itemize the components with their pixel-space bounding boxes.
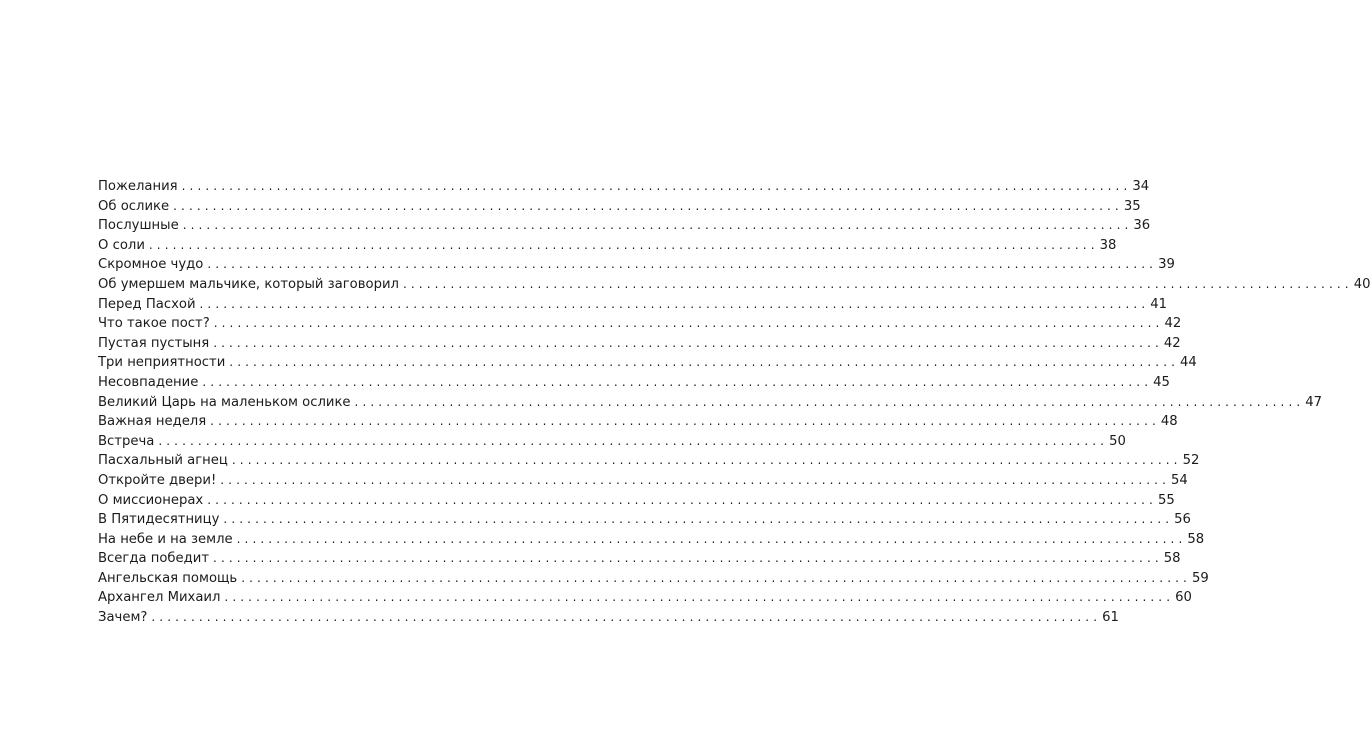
toc-entry-title: О соли xyxy=(98,237,145,253)
toc-entry-page: 47 xyxy=(1305,394,1323,410)
toc-entry-title: Встреча xyxy=(98,433,155,449)
toc-entry-page: 58 xyxy=(1163,551,1181,567)
dot-leader: ........................................................................................................................ xyxy=(202,374,1153,389)
toc-entry-title: Пожелания xyxy=(98,179,178,194)
dot-leader: ........................................................................................................................ xyxy=(231,453,1182,468)
toc-entry-page: 38 xyxy=(1099,237,1117,253)
dot-leader: ........................................................................................................................ xyxy=(199,296,1150,311)
toc-entry[interactable] xyxy=(98,373,1170,393)
toc-entry[interactable] xyxy=(98,549,1181,569)
toc-entry[interactable] xyxy=(98,236,1117,256)
toc-entry-title: На небе и на земле xyxy=(98,531,233,547)
dot-leader: ........................................................................................................................ xyxy=(181,179,1132,193)
toc-entry-title: Архангел Михаил xyxy=(98,590,221,606)
toc-entry[interactable] xyxy=(98,275,1370,295)
toc-entry-title: Несовпадение xyxy=(98,374,199,390)
toc-entry-page: 39 xyxy=(1158,257,1175,273)
toc-entry-title: Пасхальный агнец xyxy=(98,453,228,469)
toc-entry[interactable] xyxy=(98,491,1175,511)
toc-entry-title: Ангельская помощь xyxy=(98,570,238,586)
toc-entry-page: 48 xyxy=(1160,414,1178,430)
toc-entry[interactable] xyxy=(98,334,1181,354)
toc-entry-page: 35 xyxy=(1123,198,1141,214)
toc-entry-page: 36 xyxy=(1133,218,1151,234)
toc-entry[interactable] xyxy=(98,216,1151,236)
toc-entry[interactable] xyxy=(98,608,1119,628)
toc-entry-title: Три неприятности xyxy=(98,355,226,371)
toc-entry[interactable] xyxy=(98,432,1126,452)
dot-leader: ........................................................................................................................ xyxy=(207,492,1157,507)
toc-entry[interactable] xyxy=(98,451,1200,471)
toc-entry-page: 41 xyxy=(1150,296,1168,312)
dot-leader: ........................................................................................................................ xyxy=(210,414,1160,429)
dot-leader: ........................................................................................................................ xyxy=(224,590,1175,605)
toc-entry[interactable] xyxy=(98,588,1192,608)
dot-leader: ........................................................................................................................ xyxy=(220,472,1170,487)
toc-entry[interactable] xyxy=(98,393,1323,413)
toc-entry-page: 55 xyxy=(1157,492,1175,508)
dot-leader: ........................................................................................................................ xyxy=(213,551,1163,566)
toc-entry-title: Что такое пост? xyxy=(98,316,210,332)
toc-entry-title: Об ослике xyxy=(98,198,170,214)
dot-leader: ........................................................................................................................ xyxy=(402,276,1353,291)
toc-entry-title: Зачем? xyxy=(98,610,148,626)
dot-leader: ........................................................................................................................ xyxy=(173,198,1123,213)
toc-entry-page: 60 xyxy=(1175,590,1192,606)
dot-leader: ........................................................................................................................ xyxy=(354,394,1305,409)
toc-entry-title: О миссионерах xyxy=(98,492,204,508)
toc-entry[interactable] xyxy=(98,314,1182,334)
dot-leader: ........................................................................................................................ xyxy=(223,512,1174,527)
dot-leader: ........................................................................................................................ xyxy=(148,237,1099,252)
toc-entry-page: 54 xyxy=(1171,472,1188,488)
dot-leader: ........................................................................................................................ xyxy=(241,570,1191,585)
toc-entry-page: 58 xyxy=(1187,531,1205,547)
toc-entry-page: 52 xyxy=(1182,453,1200,469)
toc-entry-title: В Пятидесятницу xyxy=(98,512,220,528)
toc-entry-page: 59 xyxy=(1191,570,1209,586)
toc-entry[interactable] xyxy=(98,510,1191,530)
table-of-contents xyxy=(98,177,1370,628)
dot-leader: ........................................................................................................................ xyxy=(229,355,1180,370)
toc-entry[interactable] xyxy=(98,530,1205,550)
toc-entry-page: 40 xyxy=(1353,276,1370,292)
toc-entry-page: 45 xyxy=(1153,374,1170,390)
toc-entry[interactable] xyxy=(98,255,1175,275)
toc-entry-title: Скромное чудо xyxy=(98,257,204,273)
dot-leader: ........................................................................................................................ xyxy=(207,257,1158,272)
toc-entry-title: Послушные xyxy=(98,218,179,234)
dot-leader: ........................................................................................................................ xyxy=(151,610,1102,625)
toc-entry-page: 61 xyxy=(1102,610,1119,626)
toc-entry-title: Великий Царь на маленьком ослике xyxy=(98,394,351,410)
toc-entry[interactable] xyxy=(98,412,1178,432)
dot-leader: ........................................................................................................................ xyxy=(182,218,1133,233)
toc-entry-page: 42 xyxy=(1164,316,1182,332)
toc-entry-page: 56 xyxy=(1174,512,1191,528)
toc-entry-page: 34 xyxy=(1132,179,1150,194)
toc-entry-page: 50 xyxy=(1109,433,1126,449)
toc-entry[interactable] xyxy=(98,177,1150,197)
toc-entry-page: 42 xyxy=(1163,335,1181,351)
toc-entry[interactable] xyxy=(98,353,1197,373)
dot-leader: ........................................................................................................................ xyxy=(236,531,1187,546)
toc-entry-title: Пустая пустыня xyxy=(98,335,210,351)
dot-leader: ........................................................................................................................ xyxy=(158,433,1109,448)
toc-entry-page: 44 xyxy=(1180,355,1197,371)
toc-entry-title: Об умершем мальчике, который заговорил xyxy=(98,276,399,292)
toc-entry-title: Важная неделя xyxy=(98,414,207,430)
toc-entry-title: Перед Пасхой xyxy=(98,296,196,312)
toc-entry[interactable] xyxy=(98,197,1141,217)
dot-leader: ........................................................................................................................ xyxy=(213,316,1164,331)
toc-entry-title: Всегда победит xyxy=(98,551,210,567)
toc-entry[interactable] xyxy=(98,295,1168,315)
toc-entry-title: Откройте двери! xyxy=(98,472,217,488)
toc-entry[interactable] xyxy=(98,569,1209,589)
dot-leader: ........................................................................................................................ xyxy=(213,335,1163,350)
toc-entry[interactable] xyxy=(98,471,1188,491)
